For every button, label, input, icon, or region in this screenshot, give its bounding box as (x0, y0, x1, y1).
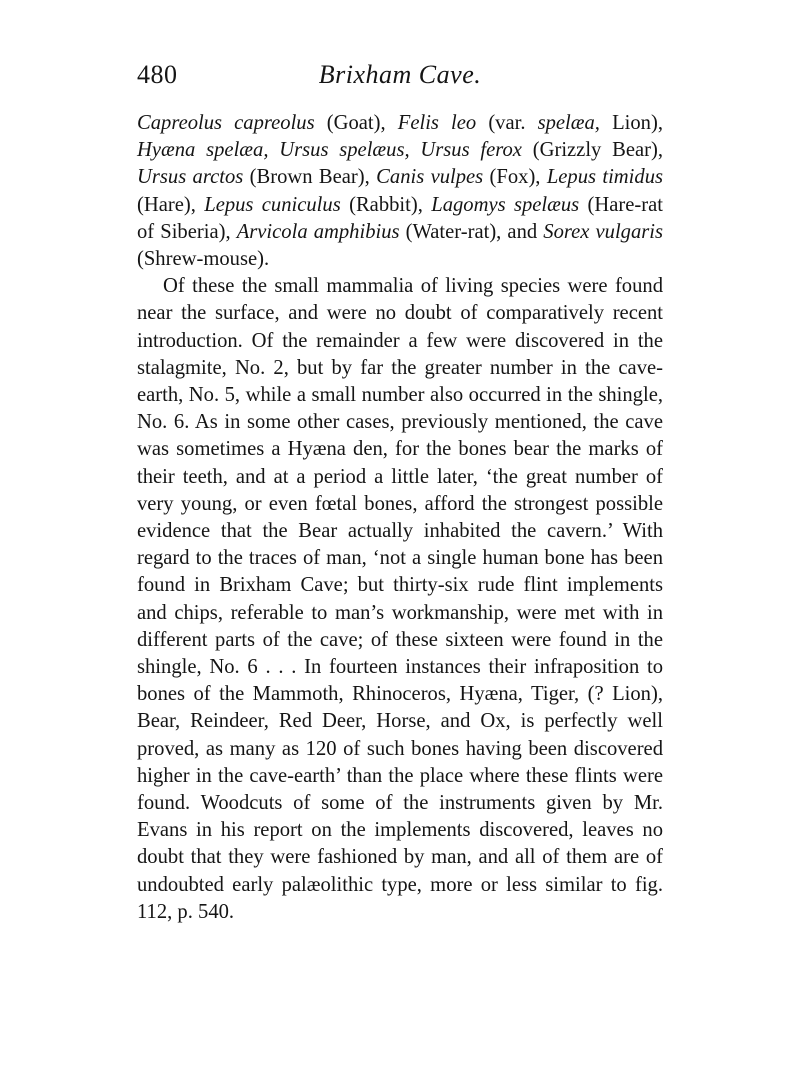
text-run: (Rabbit), (340, 193, 432, 216)
page-number: 480 (137, 60, 178, 89)
species-name: Lepus cuniculus (204, 193, 341, 216)
species-name: Lepus timidus (546, 166, 664, 189)
text-run: (Grizzly Bear), (521, 139, 664, 162)
text-run: (Goat), (314, 112, 398, 134)
body-text (137, 110, 663, 926)
book-page (137, 58, 663, 926)
body-paragraph: Of these the small mammalia of living species were found near the surface, and were no doubt of comparatively recent introduction. Of the remainder a few were discovered in the stalagmite, No. 2, but by far the greater number in the cave-earth, No. 5, while a small number also occurred in the shingle, No. 6. As in some other cases, previously mentioned, the cave was sometimes a Hyæna den, for the bones bear the marks of their teeth, and at a period a little later, ‘the great number of very young, or even fœtal bones, afford the strongest possible evidence that the Bear actually inhabited the cavern.’ With regard to the traces of man, ‘not a single human bone has been found in Brixham Cave; but thirty-six rude flint implements and chips, referable to man’s workmanship, were met with in different parts of the cave; of these sixteen were found in the shingle, No. 6 . . . In fourteen instances their infraposition to bones of the Mammoth, Rhinoceros, Hyæna, Tiger, (? Lion), Bear, Reindeer, Red Deer, Horse, and Ox, is perfectly well proved, as many as 120 of such bones having been discovered higher in the cave-earth’ than the place where these flints were found. Woodcuts of some of the instruments given by Mr. Evans in his report on the implements discovered, leaves no doubt that they were fashioned by man, and all of them are of undoubted early palæolithic type, more or less similar to fig. 112, p. 540. (137, 275, 663, 923)
running-head (137, 58, 663, 98)
text-run: (Brown Bear), (243, 166, 377, 189)
species-name: Lagomys spelæus (431, 193, 580, 216)
text-run: (Water-rat), and (399, 220, 544, 243)
species-name: Felis leo (397, 112, 477, 134)
species-name: spelæa, (537, 112, 600, 134)
species-name: Capreolus capreolus (137, 112, 315, 134)
text-run: (Fox), (483, 166, 547, 189)
text-run: (Hare), (137, 193, 205, 216)
species-name: Hyæna spelæa, Ursus spelæus, Ursus ferox (137, 139, 522, 162)
species-name: Canis vulpes (376, 166, 484, 189)
text-run: (var. (476, 112, 538, 134)
text-run: (Hare-rat of Siberia), (137, 193, 663, 243)
text-run: (Shrew-mouse). (137, 248, 270, 271)
text-run: Lion), (599, 112, 663, 134)
species-name: Ursus arctos (137, 166, 244, 189)
running-title: Brixham Cave. (318, 60, 482, 89)
species-name: Sorex vulgaris (543, 220, 664, 243)
species-list-paragraph (137, 110, 663, 273)
species-name: Arvicola amphibius (236, 220, 400, 243)
